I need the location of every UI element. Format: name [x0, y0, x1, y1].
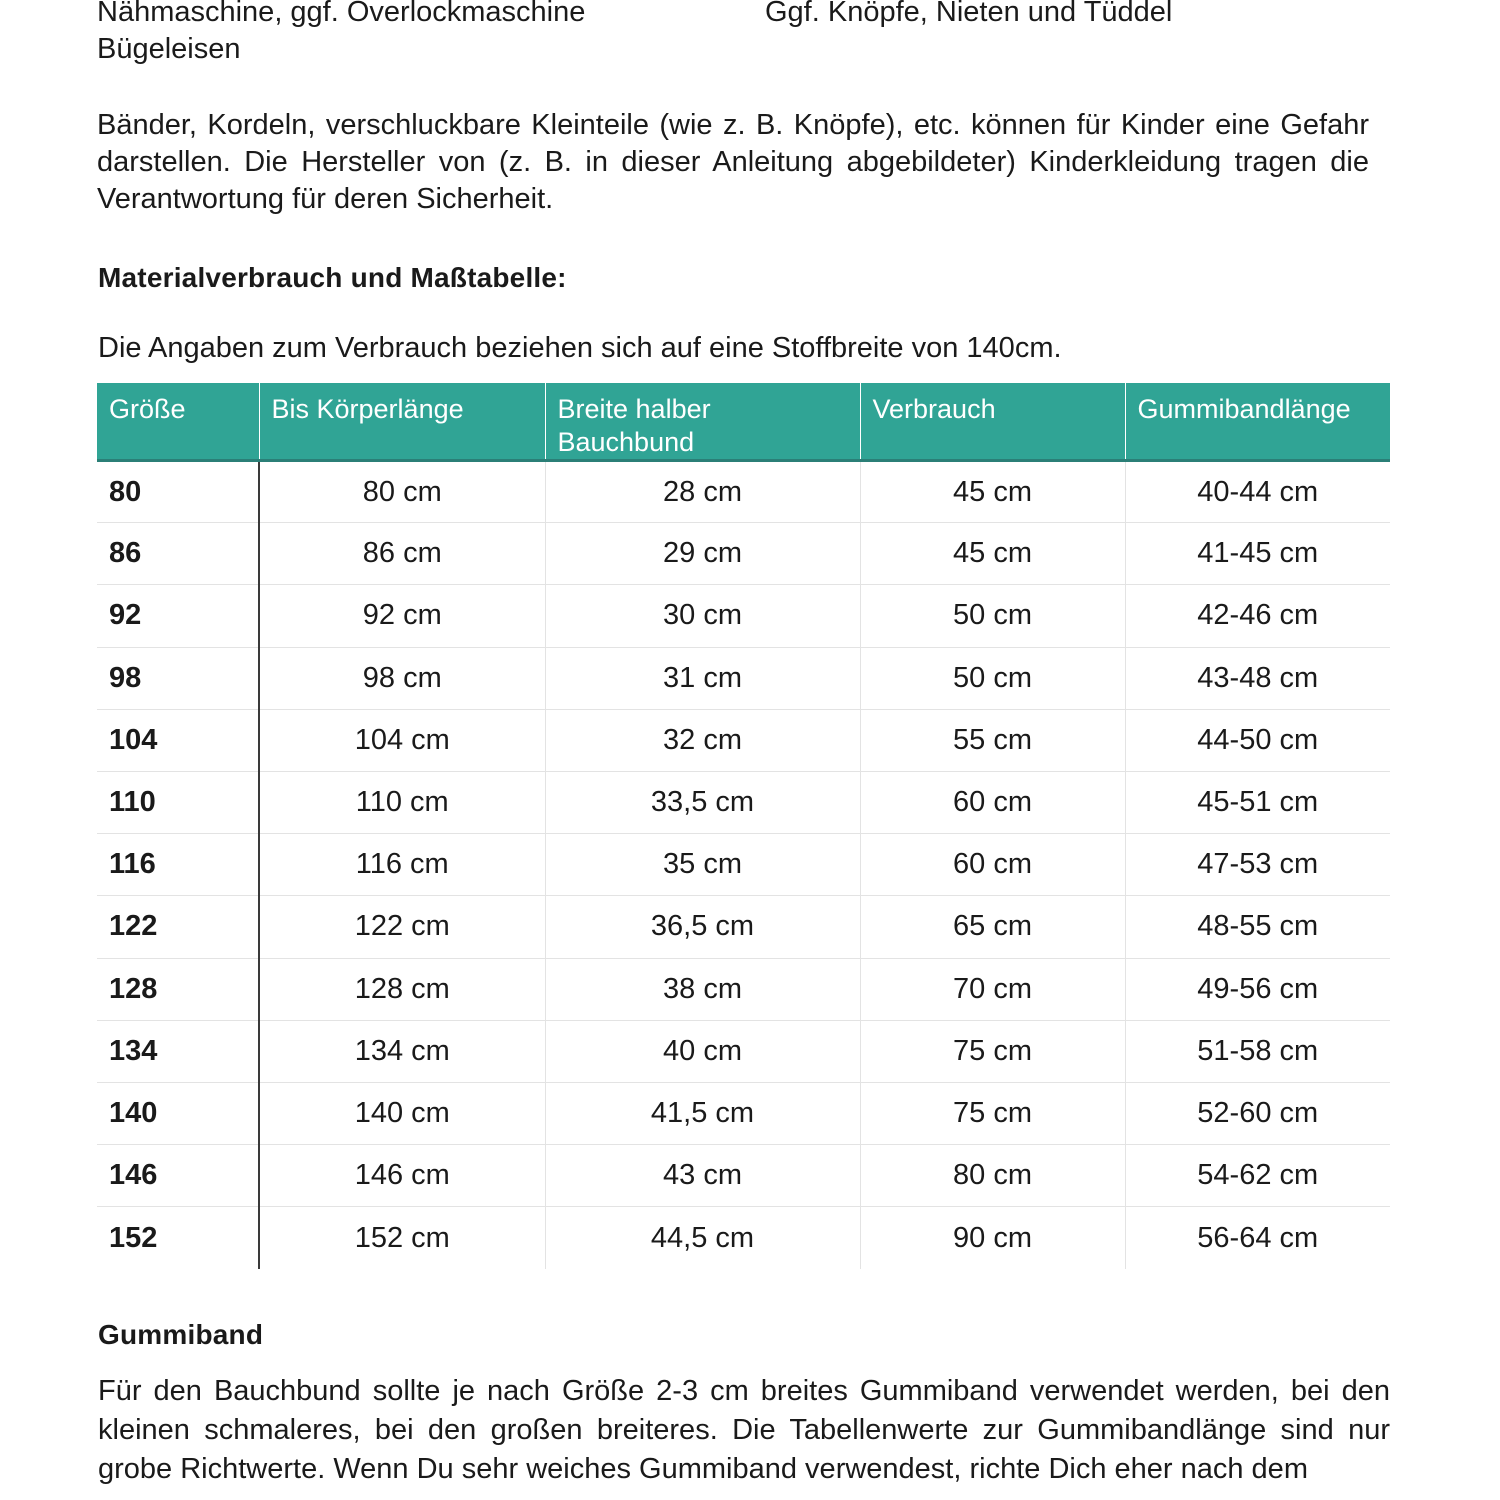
table-row: [97, 834, 1390, 896]
table-cell: 50 cm: [860, 647, 1125, 709]
table-cell: 35 cm: [545, 834, 860, 896]
column-header: Gummibandlänge: [1125, 383, 1390, 461]
table-cell: 60 cm: [860, 771, 1125, 833]
table-cell: 116 cm: [259, 834, 545, 896]
table-cell: 110 cm: [259, 771, 545, 833]
table-row: [97, 523, 1390, 585]
table-cell: 47-53 cm: [1125, 834, 1390, 896]
table-cell: 41,5 cm: [545, 1082, 860, 1144]
table-row: [97, 1020, 1390, 1082]
table-cell: 146 cm: [259, 1145, 545, 1207]
table-cell: 92: [97, 585, 259, 647]
table-cell: 44-50 cm: [1125, 709, 1390, 771]
table-cell: 80 cm: [860, 1145, 1125, 1207]
table-cell: 44,5 cm: [545, 1207, 860, 1269]
table-cell: 86 cm: [259, 523, 545, 585]
table-cell: 70 cm: [860, 958, 1125, 1020]
tool-item: Ggf. Knöpfe, Nieten und Tüddel: [765, 0, 1173, 28]
table-row: [97, 461, 1390, 523]
material-heading: Materialverbrauch und Maßtabelle:: [98, 262, 567, 293]
table-cell: 45 cm: [860, 461, 1125, 523]
table-cell: 92 cm: [259, 585, 545, 647]
tools-list: [97, 0, 1297, 68]
table-row: [97, 1082, 1390, 1144]
table-cell: 86: [97, 523, 259, 585]
tool-item: Bügeleisen: [97, 33, 241, 65]
table-cell: 40 cm: [545, 1020, 860, 1082]
table-cell: 36,5 cm: [545, 896, 860, 958]
table-cell: 146: [97, 1145, 259, 1207]
table-cell: 98 cm: [259, 647, 545, 709]
table-row: [97, 647, 1390, 709]
table-row: [97, 771, 1390, 833]
table-cell: 104 cm: [259, 709, 545, 771]
material-intro: Die Angaben zum Verbrauch beziehen sich auf eine Stoffbreite von 140cm.: [98, 332, 1062, 364]
table-row: [97, 958, 1390, 1020]
table-cell: 98: [97, 647, 259, 709]
table-cell: 52-60 cm: [1125, 1082, 1390, 1144]
table-cell: 41-45 cm: [1125, 523, 1390, 585]
tools-row: [97, 31, 1297, 68]
gummiband-heading: Gummiband: [98, 1319, 264, 1350]
column-header: Verbrauch: [860, 383, 1125, 461]
table-cell: 49-56 cm: [1125, 958, 1390, 1020]
table-cell: 29 cm: [545, 523, 860, 585]
table-cell: 51-58 cm: [1125, 1020, 1390, 1082]
table-cell: 56-64 cm: [1125, 1207, 1390, 1269]
table-cell: 152: [97, 1207, 259, 1269]
table-cell: 32 cm: [545, 709, 860, 771]
table-body: [97, 461, 1390, 1269]
table-cell: 140: [97, 1082, 259, 1144]
tool-item: Nähmaschine, ggf. Overlockmaschine: [97, 0, 586, 28]
table-cell: 80 cm: [259, 461, 545, 523]
table-cell: 43-48 cm: [1125, 647, 1390, 709]
table-cell: 42-46 cm: [1125, 585, 1390, 647]
table-cell: 28 cm: [545, 461, 860, 523]
table-cell: 31 cm: [545, 647, 860, 709]
table-cell: 122: [97, 896, 259, 958]
table-row: [97, 585, 1390, 647]
table-cell: 60 cm: [860, 834, 1125, 896]
table-cell: 110: [97, 771, 259, 833]
gummiband-text: Für den Bauchbund sollte je nach Größe 2-3 cm breites Gummiband verwendet werden, bei den kleinen schmaleres, bei den großen breiteres. Die Tabellenwerte zur Gummibandlänge sind nur grobe Richtwerte. Wenn Du sehr weiches Gummiband verwendest, richte Dich eher nach dem: [98, 1375, 1390, 1485]
table-cell: 50 cm: [860, 585, 1125, 647]
table-cell: 75 cm: [860, 1082, 1125, 1144]
table-cell: 65 cm: [860, 896, 1125, 958]
table-header-row: [97, 383, 1390, 461]
table-cell: 43 cm: [545, 1145, 860, 1207]
table-cell: 45 cm: [860, 523, 1125, 585]
table-cell: 45-51 cm: [1125, 771, 1390, 833]
table-cell: 104: [97, 709, 259, 771]
table-cell: 122 cm: [259, 896, 545, 958]
tools-row: [97, 0, 1297, 31]
table-row: [97, 1207, 1390, 1269]
table-cell: 116: [97, 834, 259, 896]
table-cell: 152 cm: [354, 1221, 450, 1254]
table-cell: 128 cm: [259, 958, 545, 1020]
table-cell: 134 cm: [259, 1020, 545, 1082]
table-cell: 40-44 cm: [1125, 461, 1390, 523]
safety-warning: Bänder, Kordeln, verschluckbare Kleinteile (wie z. B. Knöpfe), etc. können für Kinder eine Gefahr darstellen. Die Hersteller von (z. B. in dieser Anleitung abgebildeter) Kinderkleidung tragen die Verantwortung für deren Sicherheit.: [97, 109, 1369, 215]
table-row: [97, 896, 1390, 958]
size-table: [97, 383, 1390, 1269]
table-row: [97, 1145, 1390, 1207]
table-row: [97, 709, 1390, 771]
column-header: Breite halber Bauchbund: [545, 383, 860, 461]
table-cell: 30 cm: [545, 585, 860, 647]
table-cell: 38 cm: [545, 958, 860, 1020]
table-cell: 80: [97, 461, 259, 523]
column-header: Bis Körperlänge: [259, 383, 545, 461]
table-cell: 75 cm: [860, 1020, 1125, 1082]
table-cell: 90 cm: [860, 1207, 1125, 1269]
table-cell: 140 cm: [259, 1082, 545, 1144]
table-cell: 55 cm: [860, 709, 1125, 771]
table-cell: 54-62 cm: [1125, 1145, 1390, 1207]
table-cell: 33,5 cm: [545, 771, 860, 833]
table-cell: 128: [97, 958, 259, 1020]
column-header: Größe: [97, 383, 259, 461]
table-cell: 134: [97, 1020, 259, 1082]
table-cell: 48-55 cm: [1125, 896, 1390, 958]
